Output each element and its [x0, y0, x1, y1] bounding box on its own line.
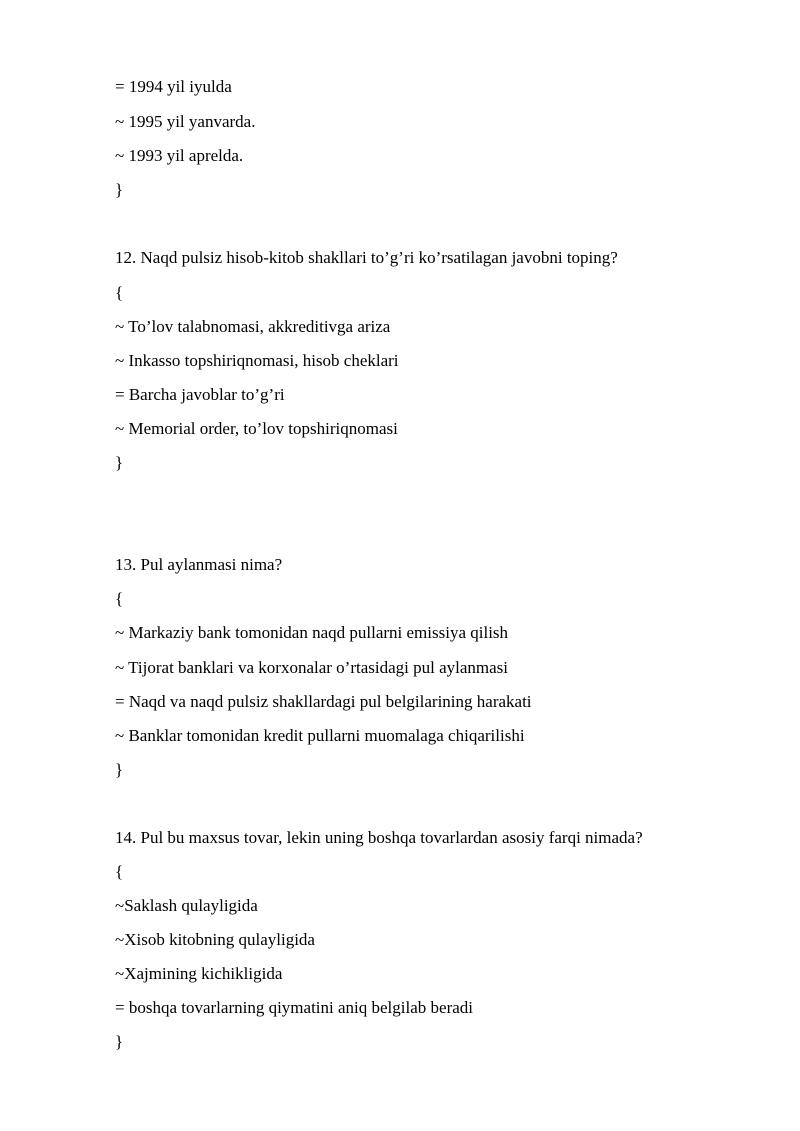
question-12-text: 12. Naqd pulsiz hisob-kitob shakllari to’g’ri ko’rsatilagan javobni toping? [115, 248, 618, 267]
closing-brace: } [115, 180, 124, 199]
answer-option: ~ Memorial order, to’lov topshiriqnomasi [115, 419, 398, 438]
opening-brace: { [115, 862, 124, 881]
correct-answer-option: = boshqa tovarlarning qiymatini aniq belgilab beradi [115, 998, 473, 1017]
answer-option: ~ To’lov talabnomasi, akkreditivga ariza [115, 317, 391, 336]
correct-answer-option: = Barcha javoblar to’g’ri [115, 385, 285, 404]
answer-option: ~ 1993 yil aprelda. [115, 146, 244, 165]
answer-option: ~ Markaziy bank tomonidan naqd pullarni emissiya qilish [115, 623, 509, 642]
closing-brace: } [115, 760, 124, 779]
question-13-text: 13. Pul aylanmasi nima? [115, 555, 283, 574]
answer-option: ~ Banklar tomonidan kredit pullarni muomalaga chiqarilishi [115, 726, 525, 745]
answer-option: = 1994 yil iyulda [115, 77, 232, 96]
answer-option: ~ 1995 yil yanvarda. [115, 112, 256, 131]
answer-option: ~Saklash qulayligida [115, 896, 258, 915]
answer-option: ~ Tijorat banklari va korxonalar o’rtasidagi pul aylanmasi [115, 658, 509, 677]
closing-brace: } [115, 453, 124, 472]
closing-brace: } [115, 1032, 124, 1051]
answer-option: ~Xajmining kichikligida [115, 964, 283, 983]
question-14-text: 14. Pul bu maxsus tovar, lekin uning boshqa tovarlardan asosiy farqi nimada? [115, 828, 643, 847]
opening-brace: { [115, 283, 124, 302]
answer-option: ~Xisob kitobning qulayligida [115, 930, 315, 949]
correct-answer-option: = Naqd va naqd pulsiz shakllardagi pul belgilarining harakati [115, 692, 532, 711]
answer-option: ~ Inkasso topshiriqnomasi, hisob cheklari [115, 351, 399, 370]
opening-brace: { [115, 589, 124, 608]
